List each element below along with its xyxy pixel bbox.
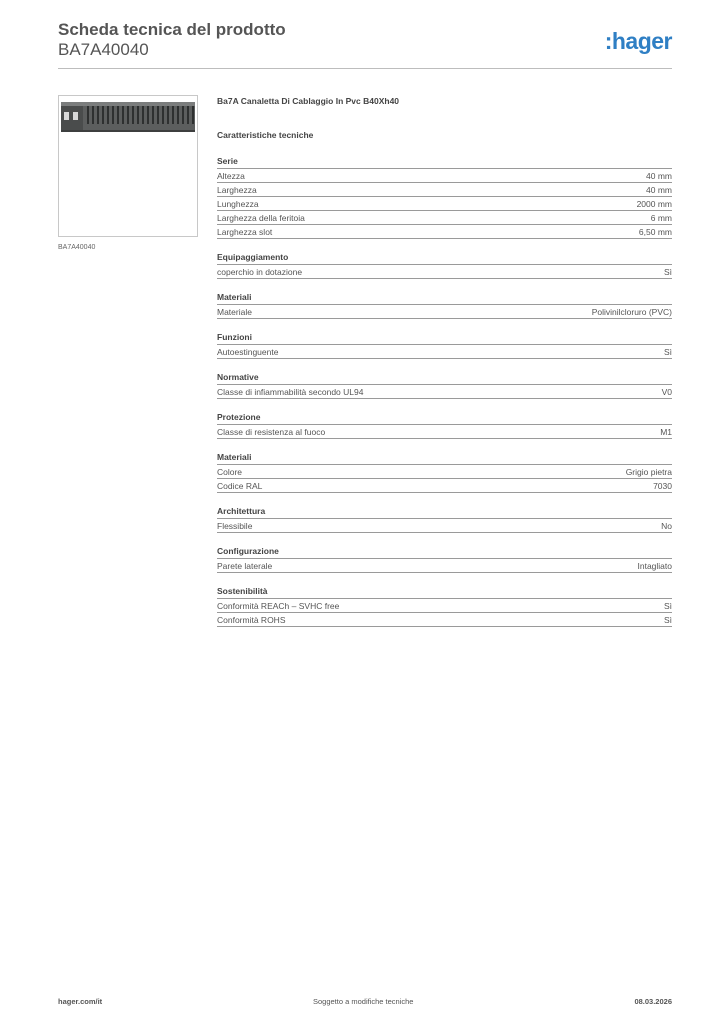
spec-row	[217, 613, 672, 627]
product-code: BA7A40040	[58, 40, 149, 59]
footer-website[interactable]: hager.com/it	[58, 997, 103, 1006]
spec-value: Polivinilcloruro (PVC)	[591, 307, 672, 317]
duct-slot	[192, 106, 194, 124]
spec-section	[217, 586, 672, 627]
spec-value: 6 mm	[650, 213, 672, 223]
spec-value: Sì	[663, 601, 672, 611]
duct-slot	[167, 106, 169, 124]
spec-value: Grigio pietra	[625, 467, 672, 477]
spec-section	[217, 332, 672, 359]
spec-value: Sì	[663, 347, 672, 357]
product-image	[58, 95, 198, 237]
spec-label: Autoestinguente	[217, 347, 279, 357]
spec-label: Larghezza slot	[217, 227, 273, 237]
section-title: Materiali	[217, 452, 672, 465]
spec-row	[217, 425, 672, 439]
spec-row	[217, 225, 672, 239]
spec-label: Materiale	[217, 307, 252, 317]
spec-label: Parete laterale	[217, 561, 273, 571]
spec-section	[217, 252, 672, 279]
section-title: Protezione	[217, 412, 672, 425]
duct-slot	[177, 106, 179, 124]
duct-slot	[142, 106, 144, 124]
spec-label: Larghezza	[217, 185, 257, 195]
duct-slot	[87, 106, 89, 124]
spec-label: Conformità REACh – SVHC free	[217, 601, 340, 611]
duct-slot	[137, 106, 139, 124]
spec-row	[217, 465, 672, 479]
spec-content	[217, 96, 672, 627]
spec-value: Intagliato	[637, 561, 672, 571]
section-title: Normative	[217, 372, 672, 385]
product-name: Ba7A Canaletta Di Cablaggio In Pvc B40Xh40	[217, 96, 400, 106]
spec-value: 2000 mm	[636, 199, 672, 209]
section-title: Funzioni	[217, 332, 672, 345]
duct-slot	[92, 106, 94, 124]
section-title: Configurazione	[217, 546, 672, 559]
spec-value: Sì	[663, 615, 672, 625]
section-title: Sostenibilità	[217, 586, 672, 599]
spec-section	[217, 292, 672, 319]
spec-value: M1	[660, 427, 672, 437]
footer-date: 08.03.2026	[634, 997, 672, 1006]
spec-row	[217, 169, 672, 183]
spec-value: V0	[661, 387, 672, 397]
duct-slot	[117, 106, 119, 124]
section-title: Serie	[217, 156, 672, 169]
spec-row	[217, 559, 672, 573]
spec-label: coperchio in dotazione	[217, 267, 303, 277]
spec-label: Classe di infiammabilità secondo UL94	[217, 387, 364, 397]
spec-row	[217, 345, 672, 359]
duct-slot	[127, 106, 129, 124]
spec-value: 6,50 mm	[638, 227, 672, 237]
spec-row	[217, 305, 672, 319]
spec-value: 7030	[653, 481, 672, 491]
cable-duct-illustration	[59, 96, 197, 236]
spec-row	[217, 211, 672, 225]
section-title: Equipaggiamento	[217, 252, 672, 265]
section-title: Materiali	[217, 292, 672, 305]
hager-logo: :hager	[604, 28, 672, 54]
duct-slot	[132, 106, 134, 124]
duct-slot	[152, 106, 154, 124]
spec-value: 40 mm	[646, 185, 672, 195]
duct-slot	[172, 106, 174, 124]
spec-section	[217, 156, 672, 239]
document-title: Scheda tecnica del prodotto	[58, 20, 286, 39]
spec-label: Codice RAL	[217, 481, 263, 491]
page-header	[58, 20, 672, 70]
footer-note: Soggetto a modifiche tecniche	[313, 997, 414, 1006]
spec-label: Classe di resistenza al fuoco	[217, 427, 326, 437]
spec-section	[217, 506, 672, 533]
spec-row	[217, 599, 672, 613]
image-caption: BA7A40040	[58, 244, 96, 251]
spec-section	[217, 412, 672, 439]
spec-label: Lunghezza	[217, 199, 259, 209]
spec-row	[217, 519, 672, 533]
spec-section	[217, 372, 672, 399]
spec-value: No	[661, 521, 672, 531]
duct-slot	[147, 106, 149, 124]
spec-sections	[217, 156, 672, 627]
duct-slot	[162, 106, 164, 124]
spec-label: Colore	[217, 467, 243, 477]
spec-row	[217, 479, 672, 493]
header-divider	[58, 68, 672, 69]
spec-section	[217, 546, 672, 573]
duct-slot	[182, 106, 184, 124]
spec-value: Sì	[663, 267, 672, 277]
duct-slot	[157, 106, 159, 124]
duct-slot	[122, 106, 124, 124]
spec-row	[217, 183, 672, 197]
spec-row	[217, 385, 672, 399]
spec-row	[217, 197, 672, 211]
spec-label: Larghezza della feritoia	[217, 213, 305, 223]
spec-label: Conformità ROHS	[217, 615, 286, 625]
specs-heading: Caratteristiche tecniche	[217, 130, 314, 140]
duct-slot	[102, 106, 104, 124]
duct-slot	[112, 106, 114, 124]
spec-section	[217, 452, 672, 493]
spec-row	[217, 265, 672, 279]
duct-slot	[107, 106, 109, 124]
duct-slot	[187, 106, 189, 124]
duct-slot	[97, 106, 99, 124]
spec-label: Altezza	[217, 171, 245, 181]
spec-value: 40 mm	[646, 171, 672, 181]
spec-label: Flessibile	[217, 521, 253, 531]
section-title: Architettura	[217, 506, 672, 519]
